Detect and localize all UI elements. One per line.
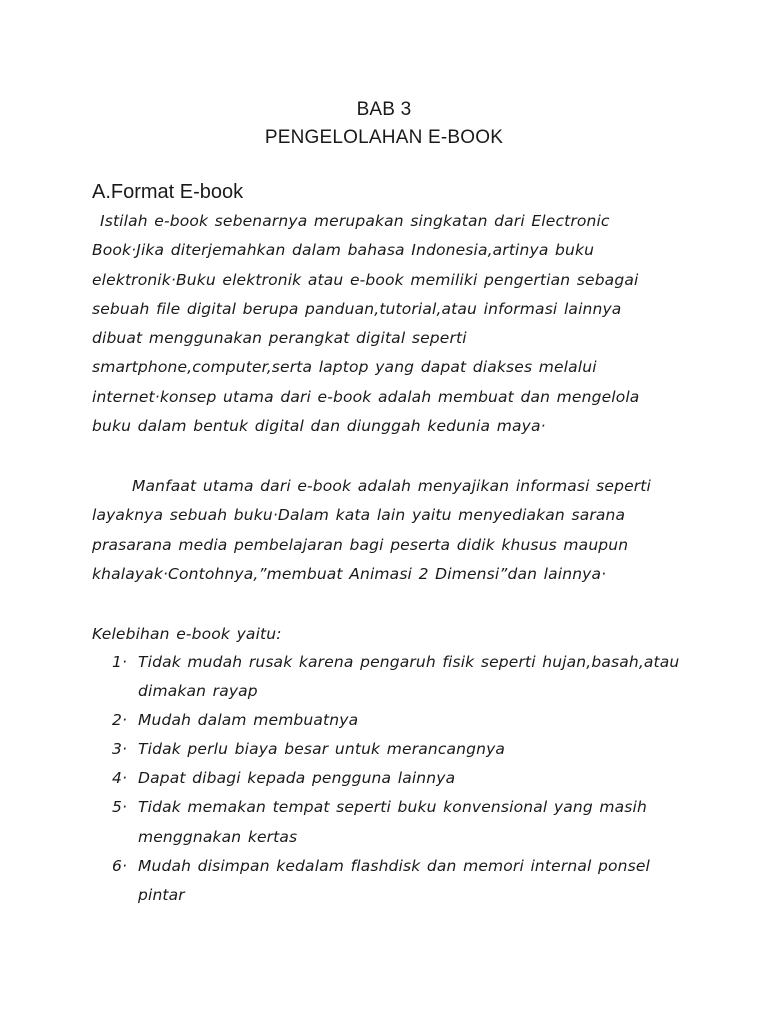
paragraph-benefits: [92, 472, 692, 589]
list-item-text: Tidak memakan tempat seperti buku konvensional yang masih: [138, 798, 647, 817]
list-item: [112, 764, 712, 793]
chapter-title: PENGELOLAHAN E-BOOK: [264, 127, 504, 148]
list-item-number: 5·: [112, 798, 128, 817]
paragraph-definition: [92, 207, 692, 441]
paragraph-line: prasarana media pembelajaran bagi peserta didik khusus maupun: [92, 535, 629, 554]
paragraph-line: buku dalam bentuk digital dan diunggah kedunia maya·: [92, 417, 546, 436]
list-item-text: Mudah dalam membuatnya: [138, 711, 359, 730]
list-item-number: 4·: [112, 769, 128, 788]
paragraph-line: Book·Jika diterjemahkan dalam bahasa Indonesia,artinya buku: [92, 241, 595, 260]
advantages-list: [112, 648, 712, 910]
section-title: A.Format E-book: [92, 181, 244, 203]
list-item-text: Tidak mudah rusak karena pengaruh fisik seperti hujan,basah,atau: [138, 653, 680, 671]
list-item-text: menggnakan kertas: [138, 827, 298, 846]
list-item-number: 6·: [112, 856, 128, 875]
paragraph-line: Manfaat utama dari e-book adalah menyajikan informasi seperti: [132, 477, 651, 495]
list-heading: Kelebihan e-book yaitu:: [92, 625, 282, 643]
list-item-text: pintar: [138, 885, 185, 904]
list-item-number: 2·: [112, 711, 128, 730]
chapter-heading: [0, 96, 768, 152]
list-item: [112, 793, 712, 851]
paragraph-line: khalayak·Contohnya,”membuat Animasi 2 Dimensi”dan lainnya·: [92, 564, 607, 583]
paragraph-line: elektronik·Buku elektronik atau e-book memiliki pengertian sebagai: [92, 270, 639, 289]
paragraph-line: layaknya sebuah buku·Dalam kata lain yaitu menyediakan sarana: [92, 506, 626, 525]
list-item-text: Tidak perlu biaya besar untuk merancangnya: [138, 740, 506, 759]
paragraph-line: Istilah e-book sebenarnya merupakan singkatan dari Electronic: [100, 212, 610, 230]
chapter-number: BAB 3: [356, 99, 412, 120]
paragraph-line: internet·konsep utama dari e-book adalah membuat dan mengelola: [92, 387, 640, 406]
list-item: [112, 706, 712, 735]
list-item: [112, 852, 712, 910]
list-item-text: Mudah disimpan kedalam flashdisk dan memori internal ponsel: [138, 856, 650, 875]
paragraph-line: smartphone,computer,serta laptop yang dapat diakses melalui: [92, 358, 597, 377]
list-item: [112, 735, 712, 764]
list-item-number: 1·: [112, 653, 128, 671]
list-item-text: Dapat dibagi kepada pengguna lainnya: [138, 769, 456, 788]
paragraph-line: sebuah file digital berupa panduan,tutorial,atau informasi lainnya: [92, 299, 622, 318]
list-item: [112, 648, 712, 706]
paragraph-line: dibuat menggunakan perangkat digital seperti: [92, 329, 467, 348]
list-item-number: 3·: [112, 740, 128, 759]
list-item-text: dimakan rayap: [138, 682, 258, 701]
